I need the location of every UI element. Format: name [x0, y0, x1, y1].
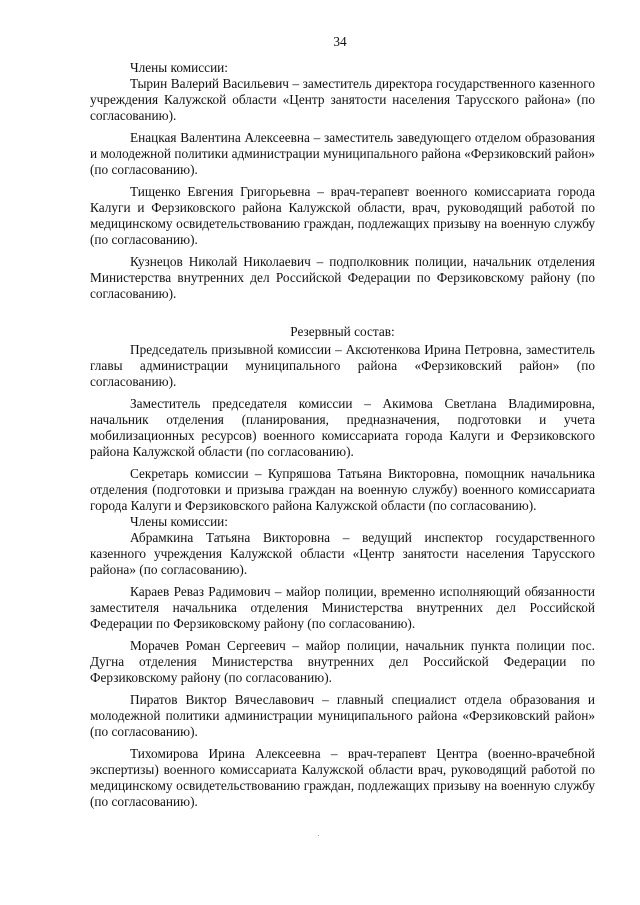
page-number: 34: [333, 34, 347, 49]
reserve-heading: Резервный состав:: [290, 324, 395, 339]
scan-speck: [318, 835, 319, 836]
members-heading: Члены комиссии:: [130, 60, 228, 75]
member-paragraph: Тищенко Евгения Григорьевна – врач-терапевт военного комиссариата города Калуги и Ферзиковского района Калужской области, врач, руководящий работой по медицинскому освидетельствованию граждан, подлежащих призыву на военную службу (по согласованию).: [90, 184, 595, 247]
reserve-leader-paragraph: Секретарь комиссии – Купряшова Татьяна Викторовна, помощник начальника отделения (подготовки и призыва граждан на военную службу) военного комиссариата города Калуги и Ферзиковского района Калужской области (по согласованию).: [90, 466, 595, 513]
reserve-members-heading: Члены комиссии:: [130, 514, 228, 529]
member-paragraph: Кузнецов Николай Николаевич – подполковник полиции, начальник отделения Министерства внутренних дел Российской Федерации по Ферзиковскому району (по согласованию).: [90, 254, 595, 301]
reserve-member-paragraph: Абрамкина Татьяна Викторовна – ведущий инспектор государственного казенного учреждения Калужской области «Центр занятости населения Тарусского района» (по согласованию).: [90, 530, 595, 577]
reserve-member-paragraph: Караев Реваз Радимович – майор полиции, временно исполняющий обязанности заместителя начальника отделения Министерства внутренних дел Российской Федерации по Ферзиковскому району (по согласованию).: [90, 584, 595, 631]
member-paragraph: Енацкая Валентина Алексеевна – заместитель заведующего отделом образования и молодежной политики администрации муниципального района «Ферзиковский район» (по согласованию).: [90, 130, 595, 177]
reserve-leader-paragraph: Заместитель председателя комиссии – Акимова Светлана Владимировна, начальник отделения (планирования, предназначения, подготовки и учета мобилизационных ресурсов) военного комиссариата города Калуги и Ферзиковского района Калужской области (по согласованию).: [90, 396, 595, 459]
member-paragraph: Тырин Валерий Васильевич – заместитель директора государственного казенного учреждения Калужской области «Центр занятости населения Тарусского района» (по согласованию).: [90, 76, 595, 123]
reserve-member-paragraph: Тихомирова Ирина Алексеевна – врач-терапевт Центра (военно-врачебной экспертизы) военного комиссариата Калужской области врач, руководящий работой по медицинскому освидетельствованию граждан, подлежащих призыву на военную службу (по согласованию).: [90, 746, 595, 809]
reserve-leader-paragraph: Председатель призывной комиссии – Аксютенкова Ирина Петровна, заместитель главы администрации муниципального района «Ферзиковский район» (по согласованию).: [90, 342, 595, 389]
reserve-member-paragraph: Пиратов Виктор Вячеславович – главный специалист отдела образования и молодежной политики администрации муниципального района «Ферзиковский район» (по согласованию).: [90, 692, 595, 739]
document-body: [90, 60, 595, 810]
reserve-member-paragraph: Морачев Роман Сергеевич – майор полиции, начальник пункта полиции пос. Дугна отделения Министерства внутренних дел Российской Федерации по Ферзиковскому району (по согласованию).: [90, 638, 595, 685]
